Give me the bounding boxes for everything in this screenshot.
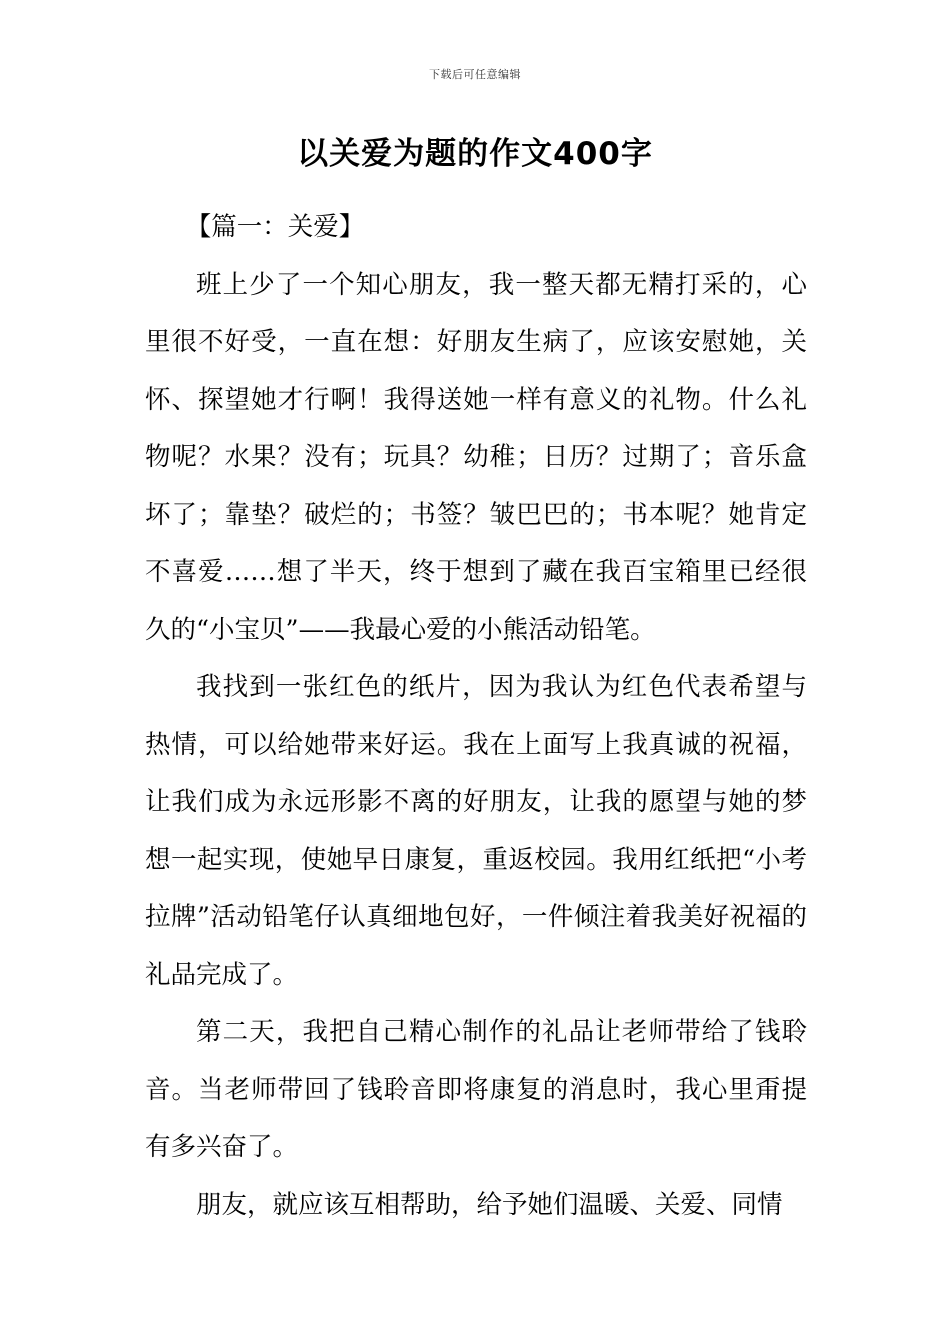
paragraph-4: 朋友，就应该互相帮助，给予她们温暖、关爱、同情: [196, 1189, 783, 1220]
document-body: [145, 199, 807, 1234]
paragraph-2: 我找到一张红色的纸片，因为我认为红色代表希望与热情，可以给她带来好运。我在上面写上我真诚的祝福，让我们成为永远形影不离的好朋友，让我的愿望与她的梦想一起实现，使她早日康复，重返校园。我用红纸把“小考拉牌”活动铅笔仔认真细地包好，一件倾注着我美好祝福的礼品完成了。: [145, 672, 807, 990]
paragraph-1: 班上少了一个知心朋友，我一整天都无精打采的，心里很不好受，一直在想：好朋友生病了，应该安慰她，关怀、探望她才行啊！我得送她一样有意义的礼物。什么礼物呢？水果？没有；玩具？幼稚；日历？过期了；音乐盒坏了；靠垫？破烂的；书签？皱巴巴的；书本呢？她肯定不喜爱……想了半天，终于想到了藏在我百宝箱里已经很久的“小宝贝”——我最心爱的小熊活动铅笔。: [145, 269, 807, 645]
paragraph-3: 第二天，我把自己精心制作的礼品让老师带给了钱聆音。当老师带回了钱聆音即将康复的消息时，我心里甭提有多兴奋了。: [145, 1017, 807, 1162]
document-title: 以关爱为题的作文400字: [297, 136, 653, 172]
header-note: 下载后可任意编辑: [429, 68, 521, 81]
section-heading: 【篇一：关爱】: [185, 212, 365, 242]
